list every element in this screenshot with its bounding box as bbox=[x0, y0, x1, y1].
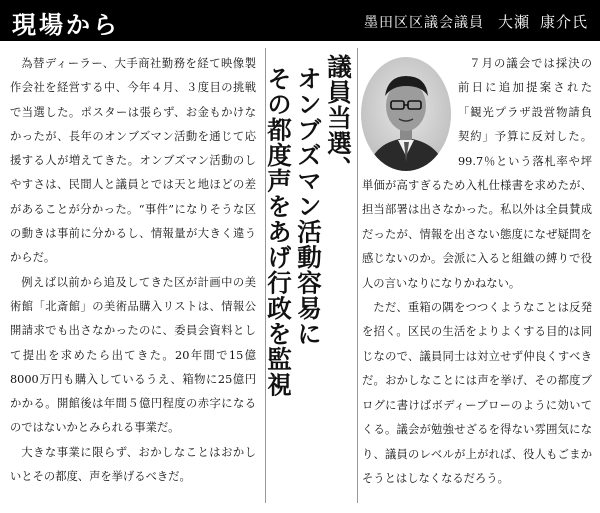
headline bbox=[263, 54, 353, 499]
byline bbox=[364, 11, 588, 32]
affiliation: 墨田区区議会議員 bbox=[363, 15, 484, 31]
name-given: 康介氏 bbox=[539, 13, 588, 31]
headline-box bbox=[265, 48, 358, 503]
right-paragraph-1: ７月の議会では採決の前日に追加提案された「観光プラザ設営物請負契約」予算に反対した。99.7％という落札率や坪単価が高すぎるため入札仕様書を求めたが、担当部署は出さなかった。私以外は全員賛成だったが、情報を出さない態度になぜ疑問を感じないのか。会派に入ると組織の縛りで役人の言いなりになりかねない。 bbox=[362, 57, 592, 290]
column-title: 現場から bbox=[12, 11, 120, 39]
left-paragraph-3: 大きな事業に限らず、おかしなことはおかしいとその都度、声を挙げるべきだ。 bbox=[10, 445, 256, 484]
headline-line-3: その都度声をあげ行政を監視 bbox=[264, 66, 293, 398]
headline-line-1: 議員当選、 bbox=[324, 54, 353, 182]
left-paragraph-1: 為替ディーラー、大手商社勤務を経て映像製作会社を経営する中、今年４月、３度目の挑戦で当選した。ポスターは張らず、お金もかけなかったが、長年のオンブズマン活動を通じて応援する人が増えてきた。オンブズマン活動のしやすさは、民間人と議員とでは天と地ほどの差があることが分かった。“事件”になりそうな区の動きは事前に分かるし、情報量が大きく違うからだ。 bbox=[10, 57, 256, 265]
portrait-photo bbox=[360, 56, 452, 172]
headline-line-2: オンブズマン活動容易に bbox=[294, 66, 323, 347]
name-family: 大瀬 bbox=[497, 13, 530, 31]
right-paragraph-2: ただ、重箱の隅をつつくようなことは反発を招く。区民の生活をよりよくする目的は同じなので、議員同士は対立せず仲良くすべきだ。おかしなことには声を挙げ、その都度ブログに書けばボディーブローのように効いてくる。議会が勉強せざるを得ない雰囲気になり、議員のレベルが上がれば、役人もごまかそうとはしなくなるだろう。 bbox=[362, 301, 592, 485]
left-paragraph-2: 例えば以前から追及してきた区が計画中の美術館「北斎館」の美術品購入リストは、情報公開請求でも出さなかったのに、委員会資料として提出を求めたら出てきた。20年間で15億8000万円も購入しているうえ、箱物に25億円かかる。開館後は年間５億円程度の赤字になるのではないかとみられる事業だ。 bbox=[10, 275, 256, 435]
left-column bbox=[10, 52, 256, 489]
column-header bbox=[0, 0, 600, 41]
